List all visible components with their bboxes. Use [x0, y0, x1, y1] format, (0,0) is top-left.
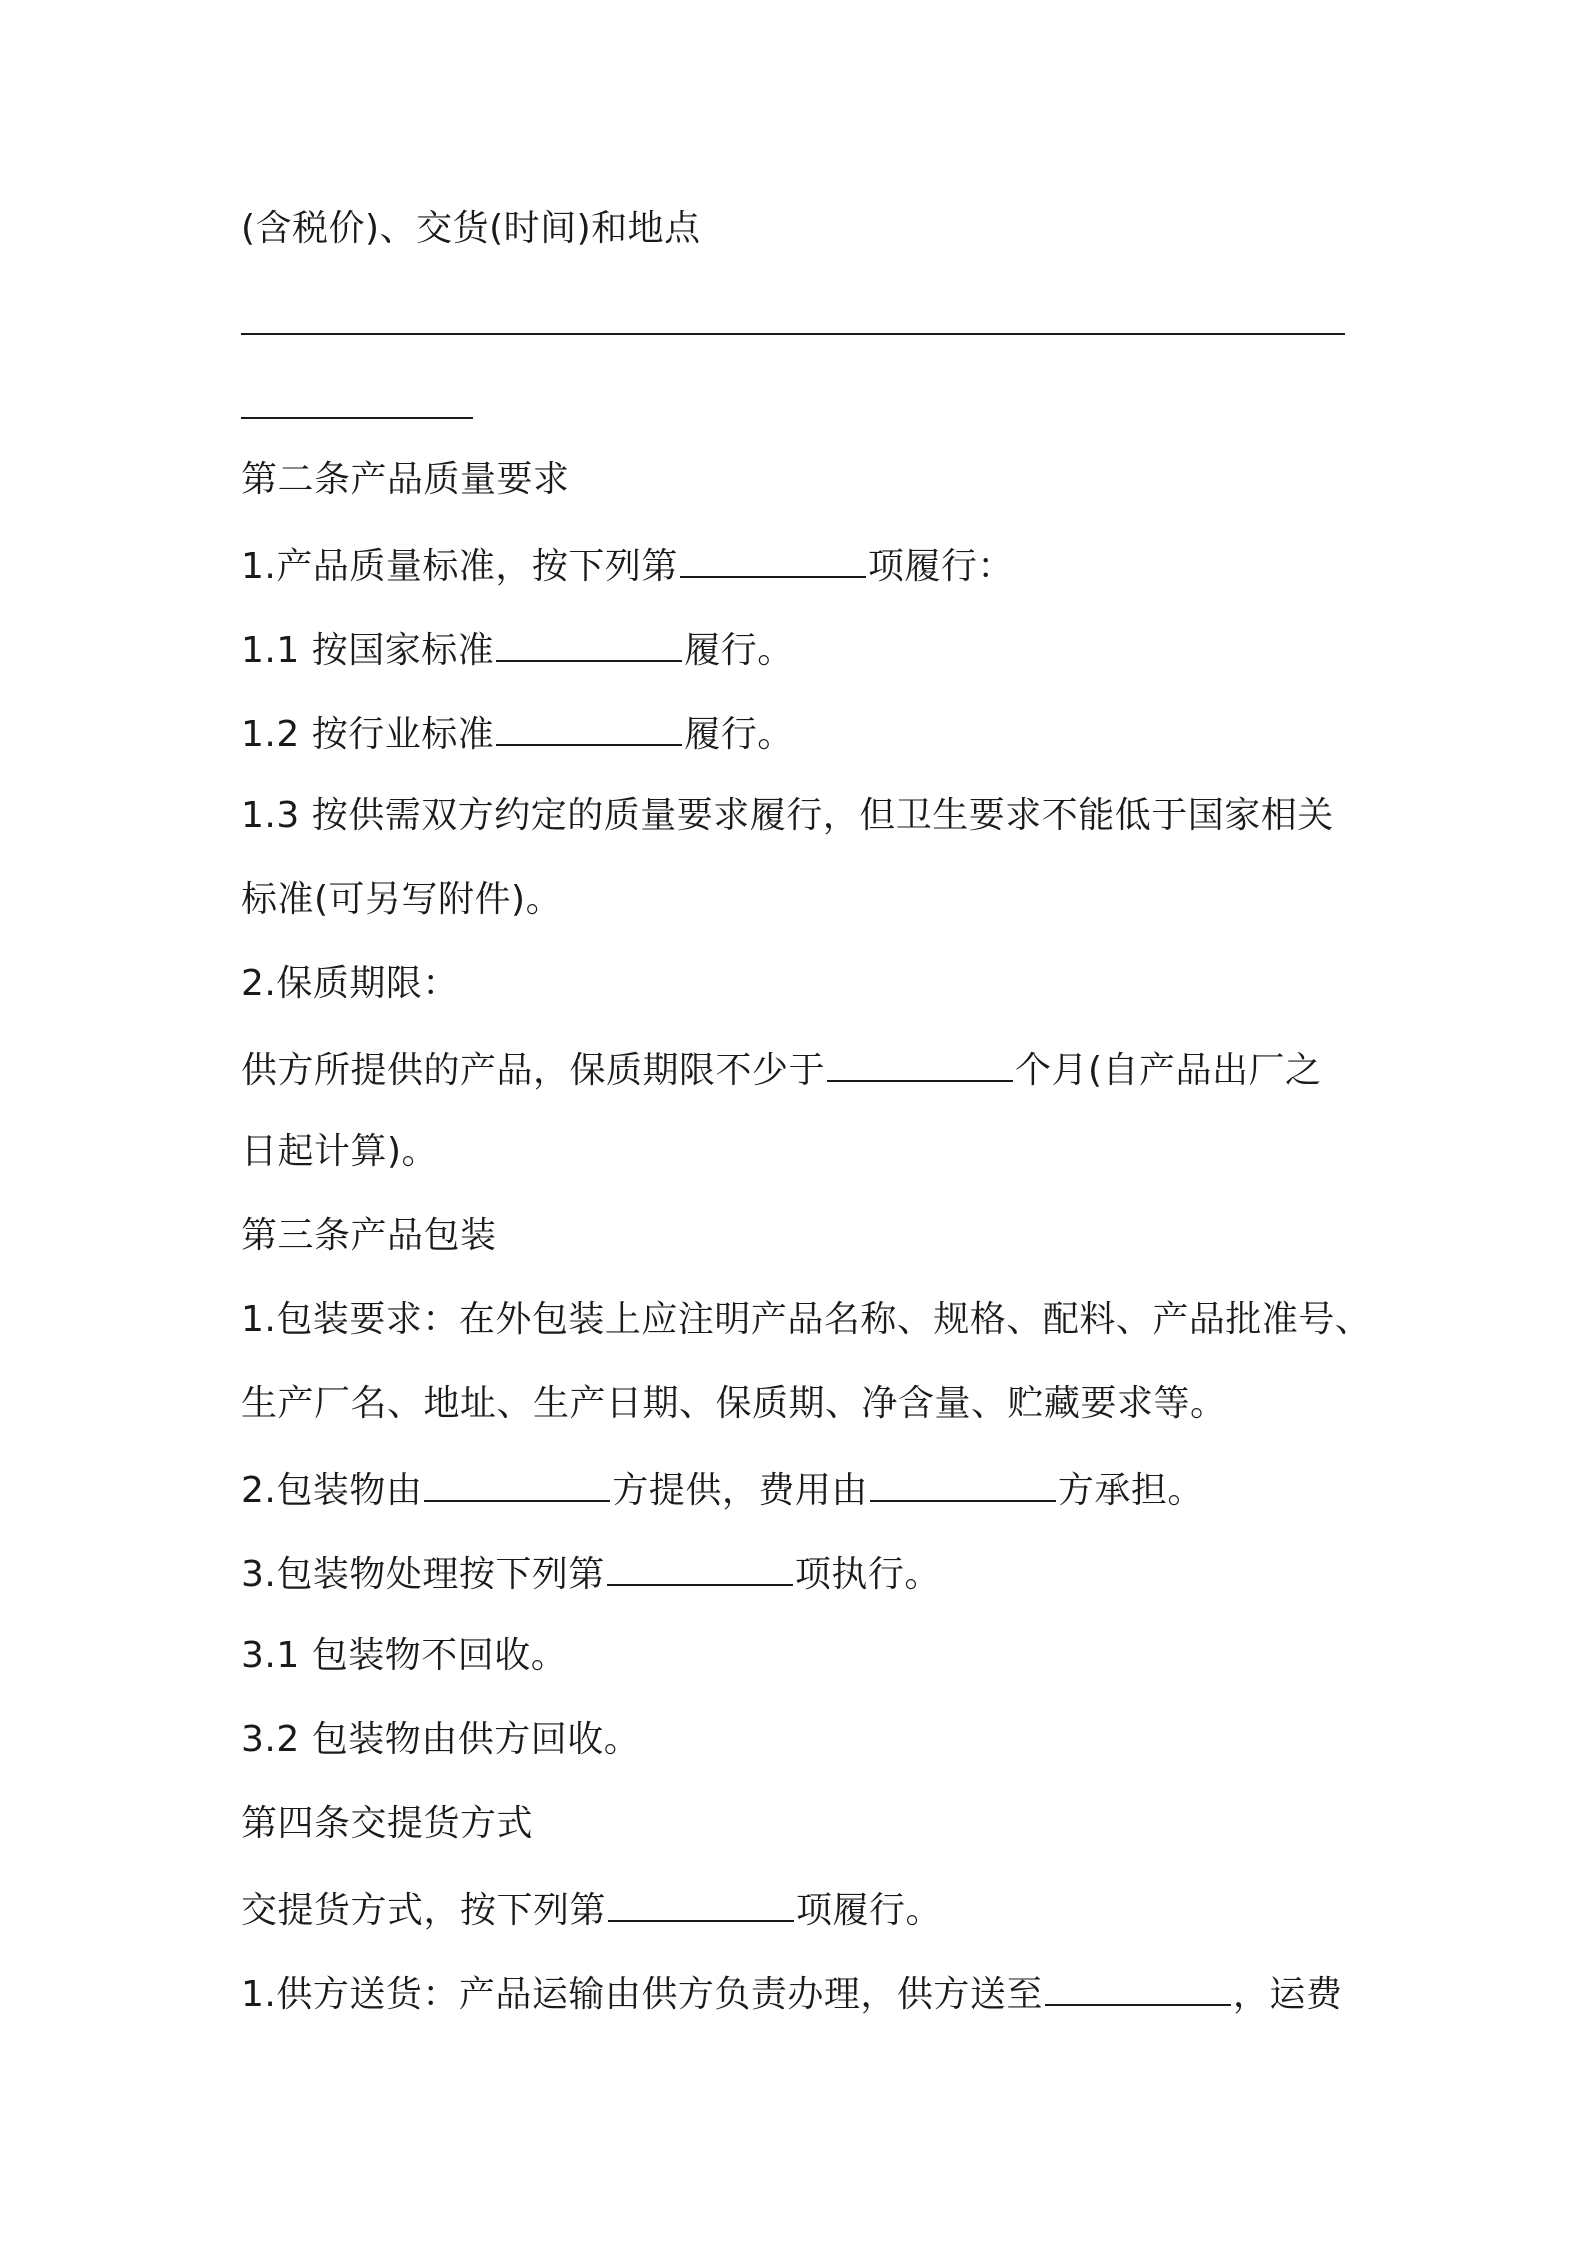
clause-line: 交提货方式，按下列第 项履行。 [241, 1886, 942, 1933]
fill-in-blank [496, 626, 682, 662]
fill-in-blank [827, 1046, 1013, 1082]
clause-line: 1.1 按国家标准 履行。 [241, 626, 794, 673]
clause-line: 3.2 包装物由供方回收。 [241, 1719, 641, 1760]
section-heading: 第四条交提货方式 [241, 1803, 534, 1844]
clause-line: 1.供方送货：产品运输由供方负责办理，供方送至 ，运费 [241, 1970, 1342, 2017]
clause-line: 3.包装物处理按下列第 项执行。 [241, 1550, 941, 1597]
fill-in-rule [241, 417, 473, 419]
clause-line: 标准(可另写附件)。 [241, 879, 563, 920]
clause-line: 1.包装要求：在外包装上应注明产品名称、规格、配料、产品批准号、 [241, 1299, 1372, 1340]
line-text: (含税价)、交货(时间)和地点 [241, 208, 701, 249]
fill-in-blank [496, 710, 682, 746]
clause-line: 2.保质期限： [241, 963, 459, 1004]
fill-in-blank [607, 1550, 793, 1586]
clause-line: 生产厂名、地址、生产日期、保质期、净含量、贮藏要求等。 [241, 1383, 1227, 1424]
section-heading: 第三条产品包装 [241, 1215, 497, 1256]
fill-in-blank [870, 1466, 1056, 1502]
clause-line: 供方所提供的产品，保质期限不少于 个月(自产品出厂之 [241, 1046, 1322, 1093]
fill-in-rule [241, 333, 1345, 335]
fill-in-blank [1045, 1970, 1231, 2006]
clause-line: 1.3 按供需双方约定的质量要求履行，但卫生要求不能低于国家相关 [241, 795, 1334, 836]
fill-in-blank [680, 542, 866, 578]
section-heading: 第二条产品质量要求 [241, 459, 570, 500]
clause-line: 日起计算)。 [241, 1131, 439, 1172]
clause-line: 1.2 按行业标准 履行。 [241, 710, 794, 757]
text-line [241, 207, 701, 251]
clause-line: 3.1 包装物不回收。 [241, 1635, 568, 1676]
fill-in-blank [424, 1466, 610, 1502]
clause-line: 2.包装物由 方提供，费用由 方承担。 [241, 1466, 1204, 1513]
fill-in-blank [608, 1886, 794, 1922]
clause-line: 1.产品质量标准，按下列第 项履行： [241, 542, 1014, 589]
